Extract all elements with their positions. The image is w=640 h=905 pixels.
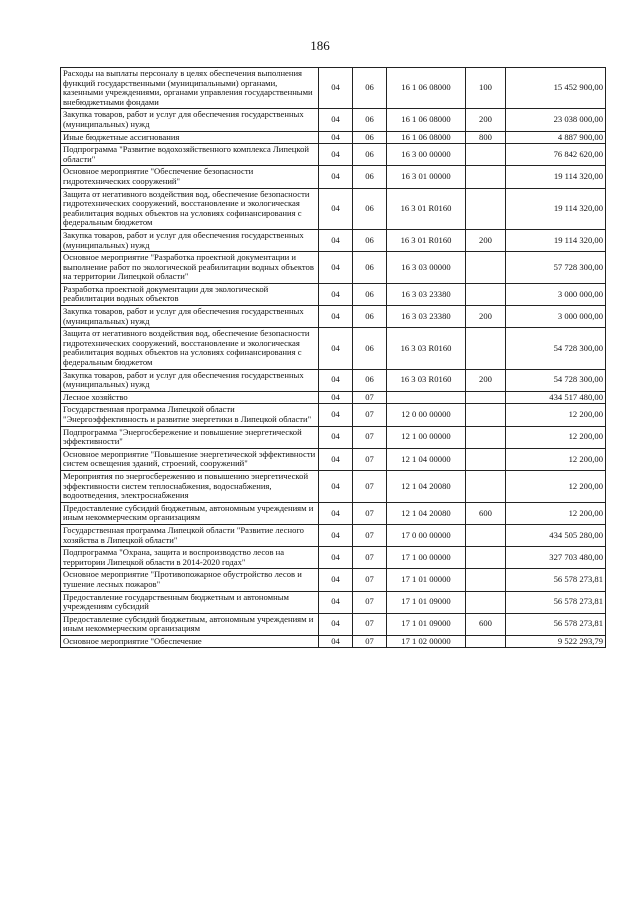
table-row xyxy=(61,229,606,251)
expense-type-cell xyxy=(466,426,506,448)
table-row xyxy=(61,569,606,591)
section-code-cell: 04 xyxy=(319,283,353,305)
subsection-code-cell: 06 xyxy=(353,229,387,251)
subsection-code-cell: 06 xyxy=(353,328,387,369)
expense-type-cell xyxy=(466,569,506,591)
table-row xyxy=(61,391,606,404)
target-article-cell: 12 1 04 20080 xyxy=(387,470,466,502)
subsection-code-cell: 07 xyxy=(353,470,387,502)
target-article-cell: 16 3 01 R0160 xyxy=(387,229,466,251)
section-code-cell: 04 xyxy=(319,635,353,648)
table-row xyxy=(61,369,606,391)
expense-type-cell xyxy=(466,404,506,426)
section-code-cell: 04 xyxy=(319,426,353,448)
subsection-code-cell: 07 xyxy=(353,524,387,546)
amount-cell: 54 728 300,00 xyxy=(506,369,606,391)
target-article-cell: 12 0 00 00000 xyxy=(387,404,466,426)
expense-name-cell: Подпрограмма "Развитие водохозяйственного комплекса Липецкой области" xyxy=(61,144,319,166)
table-row xyxy=(61,591,606,613)
subsection-code-cell: 06 xyxy=(353,306,387,328)
amount-cell: 56 578 273,81 xyxy=(506,613,606,635)
expense-name-cell: Предоставление субсидий бюджетным, автономным учреждениям и иным некоммерческим организациям xyxy=(61,613,319,635)
table-row xyxy=(61,328,606,369)
table-row xyxy=(61,188,606,229)
section-code-cell: 04 xyxy=(319,502,353,524)
expense-name-cell: Основное мероприятие "Обеспечение безопасности гидротехнических сооружений" xyxy=(61,166,319,188)
target-article-cell: 16 3 00 00000 xyxy=(387,144,466,166)
budget-table-body xyxy=(61,68,606,648)
table-row xyxy=(61,448,606,470)
table-row xyxy=(61,68,606,109)
subsection-code-cell: 07 xyxy=(353,426,387,448)
expense-type-cell: 800 xyxy=(466,131,506,144)
expense-type-cell xyxy=(466,328,506,369)
amount-cell: 434 517 480,00 xyxy=(506,391,606,404)
target-article-cell: 17 1 01 09000 xyxy=(387,613,466,635)
expense-type-cell xyxy=(466,448,506,470)
expense-name-cell: Предоставление субсидий бюджетным, автономным учреждениям и иным некоммерческим организациям xyxy=(61,502,319,524)
amount-cell: 434 505 280,00 xyxy=(506,524,606,546)
expense-name-cell: Лесное хозяйство xyxy=(61,391,319,404)
table-row xyxy=(61,635,606,648)
expense-type-cell xyxy=(466,188,506,229)
table-row xyxy=(61,252,606,284)
expense-type-cell xyxy=(466,591,506,613)
budget-table xyxy=(60,67,606,648)
subsection-code-cell: 07 xyxy=(353,613,387,635)
target-article-cell: 17 1 01 09000 xyxy=(387,591,466,613)
amount-cell: 23 038 000,00 xyxy=(506,109,606,131)
table-row xyxy=(61,109,606,131)
amount-cell: 4 887 900,00 xyxy=(506,131,606,144)
expense-type-cell xyxy=(466,547,506,569)
expense-name-cell: Государственная программа Липецкой области "Энергоэффективность и развитие энергетики в Липецкой области" xyxy=(61,404,319,426)
section-code-cell: 04 xyxy=(319,547,353,569)
amount-cell: 9 522 293,79 xyxy=(506,635,606,648)
amount-cell: 57 728 300,00 xyxy=(506,252,606,284)
target-article-cell: 17 0 00 00000 xyxy=(387,524,466,546)
amount-cell: 12 200,00 xyxy=(506,470,606,502)
subsection-code-cell: 06 xyxy=(353,252,387,284)
section-code-cell: 04 xyxy=(319,328,353,369)
section-code-cell: 04 xyxy=(319,448,353,470)
subsection-code-cell: 07 xyxy=(353,547,387,569)
expense-name-cell: Закупка товаров, работ и услуг для обеспечения государственных (муниципальных) нужд xyxy=(61,306,319,328)
expense-name-cell: Иные бюджетные ассигнования xyxy=(61,131,319,144)
target-article-cell: 16 3 03 R0160 xyxy=(387,328,466,369)
subsection-code-cell: 06 xyxy=(353,68,387,109)
section-code-cell: 04 xyxy=(319,569,353,591)
table-row xyxy=(61,470,606,502)
section-code-cell: 04 xyxy=(319,229,353,251)
target-article-cell: 16 3 03 00000 xyxy=(387,252,466,284)
subsection-code-cell: 06 xyxy=(353,109,387,131)
table-row xyxy=(61,144,606,166)
section-code-cell: 04 xyxy=(319,188,353,229)
subsection-code-cell: 06 xyxy=(353,283,387,305)
section-code-cell: 04 xyxy=(319,252,353,284)
amount-cell: 19 114 320,00 xyxy=(506,188,606,229)
section-code-cell: 04 xyxy=(319,470,353,502)
expense-type-cell xyxy=(466,635,506,648)
amount-cell: 3 000 000,00 xyxy=(506,306,606,328)
expense-type-cell: 200 xyxy=(466,369,506,391)
table-row xyxy=(61,547,606,569)
section-code-cell: 04 xyxy=(319,166,353,188)
expense-type-cell: 600 xyxy=(466,502,506,524)
expense-name-cell: Закупка товаров, работ и услуг для обеспечения государственных (муниципальных) нужд xyxy=(61,229,319,251)
target-article-cell: 12 1 04 20080 xyxy=(387,502,466,524)
section-code-cell: 04 xyxy=(319,591,353,613)
page-number: 186 xyxy=(310,38,330,53)
target-article-cell: 16 1 06 08000 xyxy=(387,131,466,144)
target-article-cell xyxy=(387,391,466,404)
section-code-cell: 04 xyxy=(319,144,353,166)
amount-cell: 12 200,00 xyxy=(506,426,606,448)
expense-name-cell: Защита от негативного воздействия вод, обеспечение безопасности гидротехнических сооружений, восстановление и экологическая реабилитация водных объектов на условиях софинансирования с федеральным бюджетом xyxy=(61,188,319,229)
amount-cell: 12 200,00 xyxy=(506,404,606,426)
section-code-cell: 04 xyxy=(319,391,353,404)
subsection-code-cell: 07 xyxy=(353,635,387,648)
target-article-cell: 16 1 06 08000 xyxy=(387,68,466,109)
expense-type-cell xyxy=(466,391,506,404)
expense-type-cell xyxy=(466,166,506,188)
subsection-code-cell: 07 xyxy=(353,448,387,470)
subsection-code-cell: 07 xyxy=(353,404,387,426)
section-code-cell: 04 xyxy=(319,404,353,426)
subsection-code-cell: 06 xyxy=(353,369,387,391)
target-article-cell: 12 1 00 00000 xyxy=(387,426,466,448)
amount-cell: 15 452 900,00 xyxy=(506,68,606,109)
subsection-code-cell: 06 xyxy=(353,166,387,188)
expense-type-cell: 600 xyxy=(466,613,506,635)
table-row xyxy=(61,613,606,635)
amount-cell: 56 578 273,81 xyxy=(506,591,606,613)
expense-name-cell: Разработка проектной документации для экологической реабилитации водных объектов xyxy=(61,283,319,305)
table-row xyxy=(61,404,606,426)
expense-type-cell: 200 xyxy=(466,229,506,251)
amount-cell: 19 114 320,00 xyxy=(506,229,606,251)
table-row xyxy=(61,306,606,328)
target-article-cell: 17 1 01 00000 xyxy=(387,569,466,591)
subsection-code-cell: 07 xyxy=(353,391,387,404)
table-row xyxy=(61,283,606,305)
amount-cell: 56 578 273,81 xyxy=(506,569,606,591)
amount-cell: 327 703 480,00 xyxy=(506,547,606,569)
table-row xyxy=(61,166,606,188)
subsection-code-cell: 07 xyxy=(353,502,387,524)
table-row xyxy=(61,131,606,144)
target-article-cell: 16 3 03 23380 xyxy=(387,283,466,305)
target-article-cell: 16 3 03 23380 xyxy=(387,306,466,328)
expense-type-cell xyxy=(466,524,506,546)
expense-name-cell: Подпрограмма "Охрана, защита и воспроизводство лесов на территории Липецкой области в 2014-2020 годах" xyxy=(61,547,319,569)
amount-cell: 3 000 000,00 xyxy=(506,283,606,305)
section-code-cell: 04 xyxy=(319,306,353,328)
section-code-cell: 04 xyxy=(319,524,353,546)
target-article-cell: 17 1 00 00000 xyxy=(387,547,466,569)
target-article-cell: 17 1 02 00000 xyxy=(387,635,466,648)
subsection-code-cell: 06 xyxy=(353,144,387,166)
amount-cell: 12 200,00 xyxy=(506,502,606,524)
target-article-cell: 16 3 01 R0160 xyxy=(387,188,466,229)
expense-type-cell xyxy=(466,252,506,284)
expense-name-cell: Основное мероприятие "Противопожарное обустройство лесов и тушение лесных пожаров" xyxy=(61,569,319,591)
section-code-cell: 04 xyxy=(319,131,353,144)
expense-name-cell: Подпрограмма "Энергосбережение и повышение энергетической эффективности" xyxy=(61,426,319,448)
target-article-cell: 12 1 04 00000 xyxy=(387,448,466,470)
section-code-cell: 04 xyxy=(319,613,353,635)
table-row xyxy=(61,502,606,524)
expense-name-cell: Защита от негативного воздействия вод, обеспечение безопасности гидротехнических сооружений, восстановление и экологическая реабилитация водных объектов на условиях софинансирования с федеральным бюджетом xyxy=(61,328,319,369)
section-code-cell: 04 xyxy=(319,68,353,109)
expense-name-cell: Мероприятия по энергосбережению и повышению энергетической эффективности систем теплоснабжения, водоснабжения, водоотведения, электроснабжения xyxy=(61,470,319,502)
expense-name-cell: Государственная программа Липецкой области "Развитие лесного хозяйства в Липецкой области" xyxy=(61,524,319,546)
expense-name-cell: Основное мероприятие "Повышение энергетической эффективности систем освещения зданий, строений, сооружений" xyxy=(61,448,319,470)
expense-name-cell: Закупка товаров, работ и услуг для обеспечения государственных (муниципальных) нужд xyxy=(61,369,319,391)
subsection-code-cell: 06 xyxy=(353,131,387,144)
table-row xyxy=(61,426,606,448)
expense-name-cell: Предоставление государственным бюджетным и автономным учреждениям субсидий xyxy=(61,591,319,613)
amount-cell: 54 728 300,00 xyxy=(506,328,606,369)
amount-cell: 19 114 320,00 xyxy=(506,166,606,188)
section-code-cell: 04 xyxy=(319,369,353,391)
expense-name-cell: Основное мероприятие "Обеспечение xyxy=(61,635,319,648)
table-row xyxy=(61,524,606,546)
expense-type-cell: 100 xyxy=(466,68,506,109)
section-code-cell: 04 xyxy=(319,109,353,131)
expense-name-cell: Основное мероприятие "Разработка проектной документации и выполнение работ по экологической реабилитации водных объектов на территории Липецкой области" xyxy=(61,252,319,284)
subsection-code-cell: 07 xyxy=(353,569,387,591)
amount-cell: 12 200,00 xyxy=(506,448,606,470)
expense-name-cell: Расходы на выплаты персоналу в целях обеспечения выполнения функций государственными (муниципальными) органами, казенными учреждениями, органами управления государственными внебюджетными фондами xyxy=(61,68,319,109)
expense-type-cell: 200 xyxy=(466,306,506,328)
expense-name-cell: Закупка товаров, работ и услуг для обеспечения государственных (муниципальных) нужд xyxy=(61,109,319,131)
target-article-cell: 16 3 03 R0160 xyxy=(387,369,466,391)
target-article-cell: 16 3 01 00000 xyxy=(387,166,466,188)
expense-type-cell: 200 xyxy=(466,109,506,131)
expense-type-cell xyxy=(466,144,506,166)
amount-cell: 76 842 620,00 xyxy=(506,144,606,166)
subsection-code-cell: 07 xyxy=(353,591,387,613)
expense-type-cell xyxy=(466,470,506,502)
expense-type-cell xyxy=(466,283,506,305)
subsection-code-cell: 06 xyxy=(353,188,387,229)
target-article-cell: 16 1 06 08000 xyxy=(387,109,466,131)
